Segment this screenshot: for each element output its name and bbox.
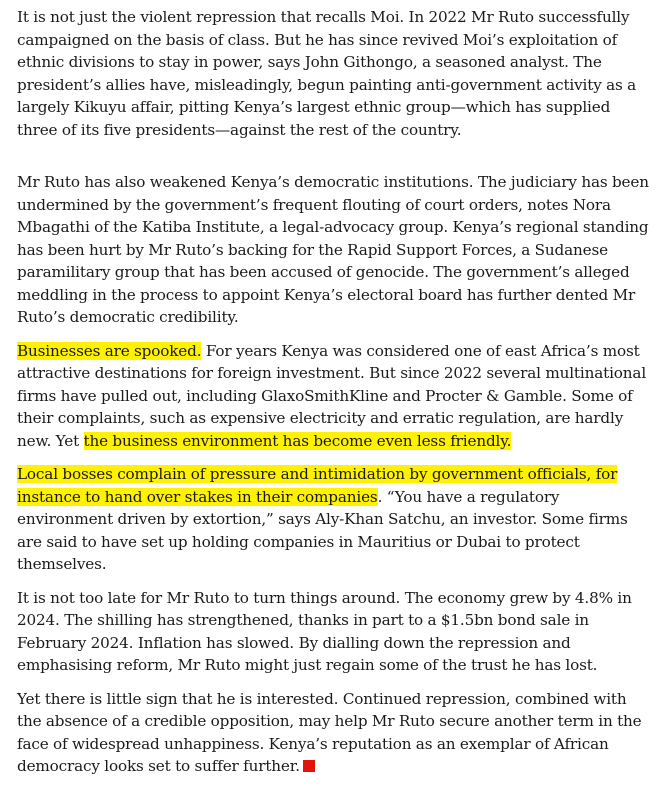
highlight-business-environment[interactable]: the business environment has become even less friendly. <box>83 431 512 450</box>
paragraph-text: . “You have a regulatory environment driven by extortion,” says Aly-Khan Satchu, an investor. Some firms are said to have set up holding companies in Mauritius or Dubai to protect themselves. <box>17 487 628 573</box>
paragraph-democratic-institutions: Mr Ruto has also weakened Kenya’s democratic institutions. The judiciary has been undermined by the government’s frequent flouting of court orders, notes Nora Mbagathi of the Katiba Institute, a legal-advocacy group. Kenya’s regional standing has been hurt by Mr Ruto’s backing for the Rapid Support Forces, a Sudanese paramilitary group that has been accused of genocide. The government’s alleged meddling in the process to appoint Kenya’s electoral board has further dented Mr Ruto’s democratic credibility. <box>17 173 649 326</box>
paragraph-businesses-spooked <box>17 340 653 453</box>
paragraph-economy: It is not too late for Mr Ruto to turn things around. The economy grew by 4.8% in 2024. The shilling has strengthened, thanks in part to a $1.5bn bond sale in February 2024. Inflation has slowed. By dialling down the repression and emphasising reform, Mr Ruto might just regain some of the trust he has lost. <box>17 588 632 674</box>
article-body <box>17 6 653 789</box>
paragraph-text: Yet there is little sign that he is interested. Continued repression, combined with the absence of a credible opposition, may help Mr Ruto secure another term in the face of widespread unhappiness. Kenya’s reputation as an exemplar of African democracy looks set to suffer further. <box>17 689 642 775</box>
paragraph-local-bosses <box>17 463 653 576</box>
paragraph-conclusion <box>17 688 653 778</box>
paragraph-moi-ethnic-divisions: It is not just the violent repression that recalls Moi. In 2022 Mr Ruto successfully campaigned on the basis of class. But he has since revived Moi’s exploitation of ethnic divisions to stay in power, says John Githongo, a seasoned analyst. The president’s allies have, misleadingly, begun painting anti-government activity as a largely Kikuyu affair, pitting Kenya’s largest ethnic group—which has supplied three of its five presidents—against the rest of the country. <box>17 8 637 139</box>
paragraph-text: For years Kenya was considered one of east Africa’s most attractive destinations for foreign investment. But since 2022 several multinational firms have pulled out, including GlaxoSmithKline and Procter & Gamble. Some of their complaints, such as expensive electricity and erratic regulation, are hardly new. Yet <box>17 341 647 450</box>
end-of-article-square-icon <box>303 760 315 772</box>
highlight-local-bosses[interactable]: Local bosses complain of pressure and intimidation by government officials, for instance to hand over stakes in their companies <box>17 465 618 506</box>
highlight-businesses-spooked[interactable]: Businesses are spooked. <box>17 341 202 360</box>
